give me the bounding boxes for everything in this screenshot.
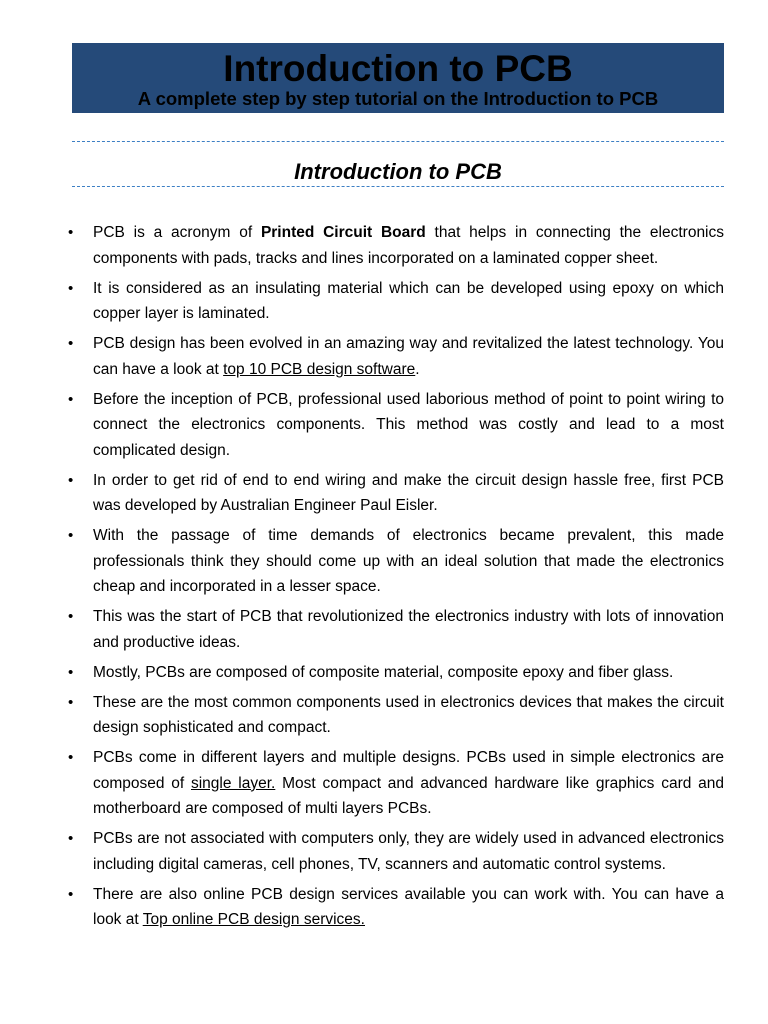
bullet-text: PCB design has been evolved in an amazing way and revitalized the latest technology. You can have a look at <box>93 335 724 378</box>
bullet-text: PCBs come in different layers and multiple designs. PCBs used in simple electronics are composed of <box>93 749 724 792</box>
bullet-text: It is considered as an insulating material which can be developed using epoxy on which copper layer is laminated. <box>93 279 724 322</box>
bullet-text: PCB is a acronym of <box>93 224 261 241</box>
bullet-text: . <box>415 360 420 378</box>
list-item <box>68 745 724 822</box>
header-banner <box>72 43 724 113</box>
bullet-text: In order to get rid of end to end wiring and make the circuit design hassle free, first PCB was developed by Australian Engineer Paul Eisler. <box>93 471 724 514</box>
divider-bottom <box>72 186 724 187</box>
list-item <box>68 387 724 464</box>
link-online-pcb-services[interactable]: Top online PCB design services. <box>142 911 365 928</box>
list-item <box>68 523 724 600</box>
list-item <box>68 220 724 271</box>
list-item <box>68 690 724 741</box>
section-heading: Introduction to PCB <box>294 159 502 184</box>
bullet-text: Most compact and advanced hardware like graphics card and motherboard are composed of multi layers PCBs. <box>93 774 724 817</box>
list-item <box>68 660 724 686</box>
bold-term: Printed Circuit Board <box>260 224 426 241</box>
bullet-text: With the passage of time demands of electronics became prevalent, this made professionals think they should come up with an ideal solution that made the electronics cheap and incorporated in a lesser space. <box>93 527 724 595</box>
bullet-list <box>68 220 724 937</box>
bullet-text: that helps in connecting the electronics components with pads, tracks and lines incorporated on a laminated copper sheet. <box>93 224 725 267</box>
bullet-text: Mostly, PCBs are composed of composite material, composite epoxy and fiber glass. <box>93 663 674 681</box>
list-item <box>68 276 724 327</box>
page-title: Introduction to PCB <box>223 48 573 89</box>
page-subtitle: A complete step by step tutorial on the Introduction to PCB <box>137 88 659 109</box>
link-pcb-design-software[interactable]: top 10 PCB design software <box>223 360 416 378</box>
list-item <box>68 468 724 519</box>
list-item <box>68 604 724 655</box>
bullet-text: This was the start of PCB that revolutionized the electronics industry with lots of innovation and productive ideas. <box>93 608 724 651</box>
divider-top <box>72 141 724 142</box>
list-item <box>68 826 724 877</box>
bullet-text: There are also online PCB design services available you can work with. You can have a look at <box>93 885 724 928</box>
list-item <box>68 331 724 382</box>
bullet-text: These are the most common components used in electronics devices that makes the circuit design sophisticated and compact. <box>93 693 724 736</box>
list-item <box>68 882 724 933</box>
bullet-text: Before the inception of PCB, professional used laborious method of point to point wiring to connect the electronics components. This method was costly and lead to a most complicated design. <box>93 390 724 459</box>
bullet-text: PCBs are not associated with computers only, they are widely used in advanced electronics including digital cameras, cell phones, TV, scanners and automatic control systems. <box>93 830 724 873</box>
link-single-layer[interactable]: single layer. <box>190 774 276 792</box>
